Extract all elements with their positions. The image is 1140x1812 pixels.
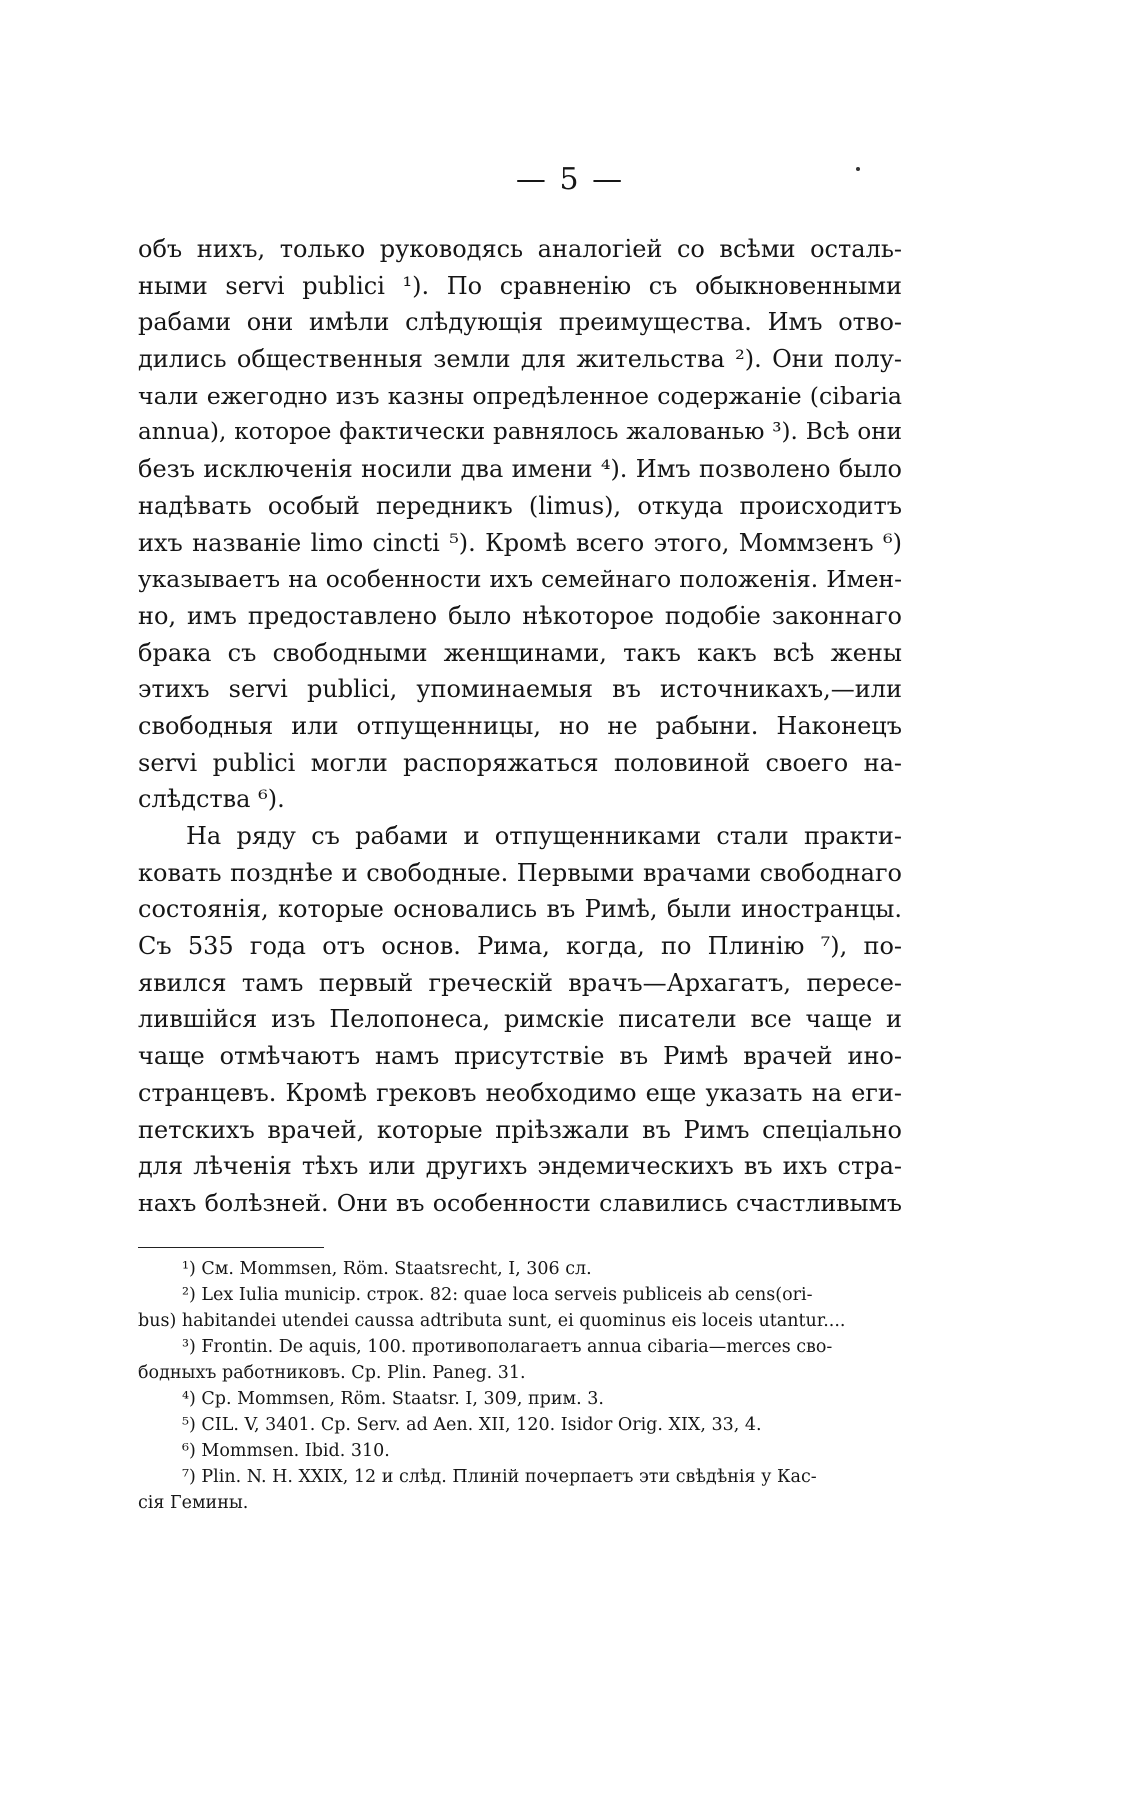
text-line: ными servi publici ¹). По сравненію съ обыкновенными	[138, 271, 902, 300]
text-line: явился тамъ первый греческій врачъ—Архагатъ, пересе-	[138, 968, 902, 997]
footnote-line: ²) Lex Iulia municip. строк. 82: quae loca serveis publiceis ab cens(ori-	[182, 1285, 813, 1305]
text-line: Съ 535 года отъ основ. Рима, когда, по Плинію ⁷), по-	[138, 932, 902, 961]
footnote-line: ⁴) Ср. Mommsen, Röm. Staatsr. I, 309, прим. 3.	[182, 1389, 604, 1409]
text-line: нахъ болѣзней. Они въ особенности славились счастливымъ	[138, 1188, 902, 1217]
text-line: для лѣченія тѣхъ или другихъ эндемическихъ въ ихъ стра-	[138, 1152, 902, 1181]
text-line: петскихъ врачей, которые пріѣзжали въ Римъ спеціально	[138, 1115, 902, 1144]
text-line: указываетъ на особенности ихъ семейнаго положенія. Имен-	[138, 565, 902, 594]
paragraph-first-line: На ряду съ рабами и отпущенниками стали практи-	[186, 822, 902, 850]
text-line: дились общественныя земли для жительства ²). Они полу-	[138, 345, 902, 374]
text-line: annua), которое фактически равнялось жалованью ³). Всѣ они	[138, 419, 902, 446]
text-line: объ нихъ, только руководясь аналогіей со всѣми осталь-	[138, 235, 902, 263]
text-line: servi publici могли распоряжаться половиной своего на-	[138, 748, 902, 777]
footnote-line: ³) Frontin. De aquis, 100. противополагаетъ annua cibaria—merces сво-	[182, 1337, 833, 1357]
text-line: лившійся изъ Пелопонеса, римскіе писатели все чаще и	[138, 1005, 902, 1034]
footnote-line: ⁷) Plin. N. H. XXIX, 12 и слѣд. Плиній почерпаетъ эти свѣдѣнія у Кас-	[182, 1467, 817, 1487]
scan-speck	[856, 167, 860, 171]
text-line: состоянія, которые основались въ Римѣ, были иностранцы.	[138, 895, 902, 924]
text-line: надѣвать особый передникъ (limus), откуда происходитъ	[138, 491, 902, 520]
footnote-line: ¹) См. Mommsen, Röm. Staatsrecht, I, 306 сл.	[182, 1259, 592, 1279]
text-line: свободныя или отпущенницы, но не рабыни. Наконецъ	[138, 711, 902, 740]
main-text	[138, 231, 902, 1222]
text-line: но, имъ предоставлено было нѣкоторое подобіе законнаго	[138, 601, 902, 630]
text-line: брака съ свободными женщинами, такъ какъ всѣ жены	[138, 638, 902, 667]
text-line: этихъ servi publici, упоминаемыя въ источникахъ,—или	[138, 675, 902, 704]
footnote-separator	[138, 1247, 324, 1248]
text-line: чали ежегодно изъ казны опредѣленное содержаніе (cibaria	[138, 381, 902, 410]
text-line: рабами они имѣли слѣдующія преимущества. Имъ отво-	[138, 308, 902, 337]
text-line: безъ исключенія носили два имени ⁴). Имъ позволено было	[138, 455, 902, 484]
text-line: странцевъ. Кромѣ грековъ необходимо еще указать на еги-	[138, 1078, 902, 1107]
text-line: ковать позднѣе и свободные. Первыми врачами свободнаго	[138, 858, 902, 887]
text-line: ихъ названіе limo cincti ⁵). Кромѣ всего этого, Моммзенъ ⁶)	[138, 528, 902, 557]
text-line: чаще отмѣчаютъ намъ присутствіе въ Римѣ врачей ино-	[138, 1042, 902, 1071]
page-number: — 5 —	[515, 162, 625, 197]
footnote-line: ⁵) CIL. V, 3401. Ср. Serv. ad Aen. XII, 120. Isidor Orig. XIX, 33, 4.	[182, 1415, 762, 1435]
footnote-line: бодныхъ работниковъ. Ср. Plin. Paneg. 31.	[138, 1363, 526, 1383]
footnotes	[138, 1256, 902, 1516]
footnote-line: сія Гемины.	[138, 1493, 249, 1513]
footnote-line: bus) habitandei utendei caussa adtributa sunt, ei quominus eis loceis utantur....	[138, 1311, 846, 1331]
footnote-line: ⁶) Mommsen. Ibid. 310.	[182, 1441, 390, 1461]
text-line: слѣдства ⁶).	[138, 785, 285, 814]
